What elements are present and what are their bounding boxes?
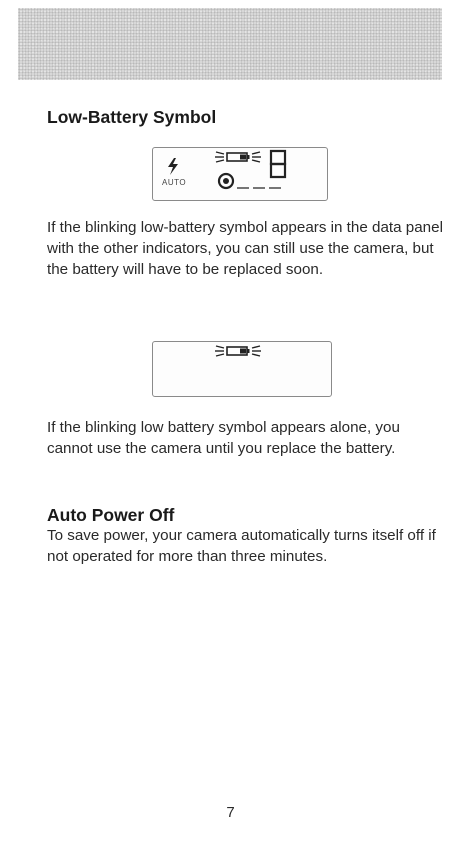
digit-display bbox=[271, 151, 285, 177]
data-panel-battery-alone bbox=[152, 341, 332, 397]
paragraph-battery-alone: If the blinking low battery symbol appears alone, you cannot use the camera until you replace the battery. bbox=[47, 419, 400, 457]
section-title-auto-power-off: Auto Power Off bbox=[47, 505, 175, 525]
paragraph-auto-power-off: To save power, your camera automatically turns itself off if not operated for more than three minutes. bbox=[47, 527, 436, 565]
low-battery-icon bbox=[215, 152, 261, 162]
data-panel-with-indicators bbox=[152, 147, 328, 201]
paragraph-with-indicators: If the blinking low-battery symbol appears in the data panel with the other indicators, you can still use the camera, but the battery will have to be replaced soon. bbox=[47, 219, 443, 278]
page-number: 7 bbox=[226, 804, 235, 821]
header-band bbox=[18, 8, 442, 80]
low-battery-icon bbox=[215, 346, 261, 356]
self-timer-icon bbox=[219, 174, 233, 188]
auto-label: AUTO bbox=[162, 178, 187, 187]
flash-icon bbox=[168, 158, 178, 175]
section-title-low-battery: Low-Battery Symbol bbox=[47, 107, 217, 127]
